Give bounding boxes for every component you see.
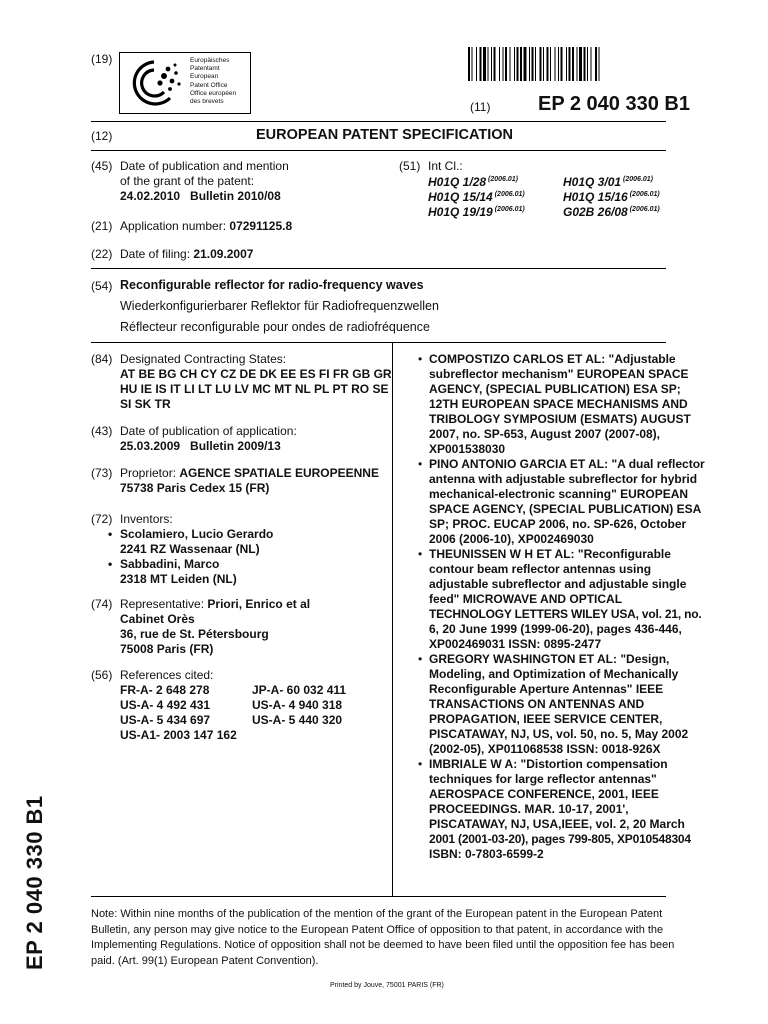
opposition-note (91, 907, 674, 969)
field-12-number: (12) (91, 129, 113, 143)
barcode-bar (514, 47, 515, 81)
note-line: Note: Within nine months of the publication of the mention of the grant of the European patent in the European Patent (91, 908, 663, 920)
barcode (468, 47, 664, 81)
states-line: HU IE IS IT LI LT LU LV MC MT NL PL PT RO SE (120, 382, 389, 396)
barcode-bar (532, 47, 534, 81)
references-left (120, 683, 260, 743)
field-19-number: (19) (91, 52, 113, 66)
barcode-bar (558, 47, 559, 81)
barcode-bar (584, 47, 586, 81)
barcode-bar (472, 47, 473, 81)
citation-line: techniques for large reflector antennas" (429, 772, 657, 786)
barcode-bar (517, 47, 519, 81)
ipc-code-text: H01Q 3/01 (563, 175, 622, 189)
label-line: Date of publication and mention (120, 159, 289, 173)
field-45-number: (45) (91, 159, 113, 173)
citation-line: PROCEEDINGS. MAR. 10-17, 2001', (429, 802, 629, 816)
application-number (120, 219, 292, 234)
office-name-line: Patent Office (190, 81, 228, 89)
field-21-number: (21) (91, 219, 113, 233)
citation-line: antenna with adjustable subreflector for hybrid (429, 472, 698, 486)
citation-line: PISCATAWAY, NJ, USA,IEEE, vol. 2, 20 March (429, 817, 685, 831)
ipc-code-text: H01Q 15/16 (563, 190, 628, 204)
office-names (190, 57, 236, 106)
citation-line: IMBRIALE W A: "Distortion compensation (429, 757, 668, 771)
reference: US-A1- 2003 147 162 (120, 728, 237, 742)
patent-number: EP 2 040 330 B1 (538, 93, 690, 115)
barcode-bar (561, 47, 563, 81)
representative-line: 36, rue de St. Pétersbourg (120, 627, 269, 641)
barcode-bar (577, 47, 578, 81)
citation-item: • THEUNISSEN W H ET AL: "Reconfigurable contour beam reflector antennas using adjustable subreflector and adjustable single feed" MICROWAVE AND OPTICAL TECHNOLOGY LETTERS WILEY USA, vol. 21, no. 6, 20 June 1999 (1999-06-20), pages 436-446, XP002469031 ISSN: 0895-2477 (418, 547, 702, 651)
field-73-number: (73) (91, 466, 113, 480)
label: Inventors: (120, 512, 173, 526)
citation-item: • COMPOSTIZO CARLOS ET AL: "Adjustable subreflector mechanism" EUROPEAN SPACE AGENCY, (SPECIAL PUBLICATION) ESA SP; 12TH EUROPEAN SPACE MECHANISMS AND TRIBOLOGY SYMPOSIUM (ESMATS) AUGUST 2007, no. SP-653, August 2007 (2007-08), XP001538030 (418, 352, 691, 456)
representative-line: 75008 Paris (FR) (120, 642, 214, 656)
reference: US-A- 4 940 318 (252, 698, 343, 712)
barcode-bar (480, 47, 482, 81)
field-43-number: (43) (91, 424, 113, 438)
note-line: Bulletin, any person may give notice to the European Patent Office of opposition to that patent, in accordance with the (91, 923, 664, 936)
citation-line: TRANSACTIONS ON ANTENNAS AND (429, 697, 645, 711)
label: Application number: (120, 219, 227, 233)
ipc-year: (2006.01) (494, 206, 525, 213)
barcode-bar (535, 47, 536, 81)
inventors (108, 512, 380, 587)
divider (91, 121, 666, 122)
field-51-number: (51) (399, 159, 421, 173)
ipc-year: (2006.01) (629, 206, 660, 213)
barcode-bar (555, 47, 556, 81)
barcode-bar (503, 47, 504, 81)
citation-line: PINO ANTONIO GARCIA ET AL: "A dual reflector (429, 457, 705, 471)
barcode-bar (572, 47, 574, 81)
ipc-code-text: H01Q 1/28 (428, 175, 487, 189)
citation-line: 2001 (2001-03-20), pages 799-805, XP010548304 (429, 832, 691, 846)
citation-line: mechanical-electronic scanning" EUROPEAN (429, 487, 689, 501)
label: Date of filing: (120, 247, 191, 261)
office-name-line: Patentamt (190, 65, 220, 73)
barcode-bar (569, 47, 571, 81)
references-right (252, 683, 382, 728)
references-cited-label: References cited: (120, 668, 214, 682)
publication-mention-label (120, 159, 289, 204)
field-84-number: (84) (91, 352, 113, 366)
reference: FR-A- 2 648 278 (120, 683, 210, 697)
divider (91, 268, 666, 269)
citation-item: • GREGORY WASHINGTON ET AL: "Design, Modeling, and Optimization of Mechanically Reconfigurable Aperture Antennas" IEEE TRANSACTIONS ON ANTENNAS AND PROPAGATION, IEEE SERVICE CENTER, PISCATAWAY, NJ, US, vol. 50, no. 5, May 2002 (2002-05), XP011068538 ISSN: 0018-926X (418, 652, 689, 756)
citation-line: contour beam reflector antennas using (429, 562, 652, 576)
citation-line: THEUNISSEN W H ET AL: "Reconfigurable (429, 547, 671, 561)
label: Proprietor: (120, 466, 177, 480)
states-line: AT BE BG CH CY CZ DE DK EE ES FI FR GB GR (120, 367, 392, 381)
citation-line: 6, 20 June 1999 (1999-06-20), pages 436-446, (429, 622, 682, 636)
title-english: Reconfigurable reflector for radio-frequency waves (120, 278, 424, 292)
barcode-bar (547, 47, 549, 81)
inventor-address: 2241 RZ Wassenaar (NL) (120, 542, 260, 556)
barcode-bar (483, 47, 486, 81)
label-line: of the grant of the patent: (120, 174, 255, 188)
barcode-bar (566, 47, 567, 81)
barcode-bar (524, 47, 527, 81)
value: 07291125.8 (229, 219, 293, 233)
document-title: EUROPEAN PATENT SPECIFICATION (256, 127, 513, 143)
inventor-name: Sabbadini, Marco (120, 557, 220, 571)
representative-line: Cabinet Orès (120, 612, 195, 626)
reference: US-A- 4 492 431 (120, 698, 211, 712)
proprietor-address: 75738 Paris Cedex 15 (FR) (120, 481, 270, 495)
ipc-year: (2006.01) (623, 176, 654, 183)
citation-line: SP; PROC. EUCAP 2006, no. SP-626, October (429, 517, 687, 531)
inventor-address: 2318 MT Leiden (NL) (120, 572, 237, 586)
reference: JP-A- 60 032 411 (252, 683, 347, 697)
office-name-line: European (190, 73, 219, 81)
citation-line: PROPAGATION, IEEE SERVICE CENTER, (429, 712, 663, 726)
field-54-number: (54) (91, 279, 113, 293)
field-11-number: (11) (470, 100, 491, 114)
states-line: SI SK TR (120, 397, 171, 411)
ipc-year: (2006.01) (494, 191, 525, 198)
barcode-bar (476, 47, 477, 81)
filing-date (120, 247, 253, 262)
office-name-line: Europäisches (190, 57, 230, 64)
title-german: Wiederkonfigurierbarer Reflektor für Radiofrequenzwellen (120, 299, 439, 313)
citation-line: GREGORY WASHINGTON ET AL: "Design, (429, 652, 670, 666)
field-72-number: (72) (91, 512, 113, 526)
designated-states (120, 352, 392, 412)
inventor: • Scolamiero, Lucio Gerardo (108, 527, 274, 541)
citation-line: TRIBOLOGY SYMPOSIUM (ESMATS) AUGUST (429, 412, 691, 426)
column-divider (392, 343, 393, 896)
barcode-bar (591, 47, 592, 81)
citation-line: Reconfigurable Aperture Antennas" IEEE (429, 682, 664, 696)
value: 25.03.2009 Bulletin 2009/13 (120, 439, 281, 453)
citation-line: PISCATAWAY, NJ, US, vol. 50, no. 5, May 2002 (429, 727, 689, 741)
grant-date-bulletin: 24.02.2010 Bulletin 2010/08 (120, 189, 281, 203)
field-22-number: (22) (91, 247, 113, 261)
citation-line: Modeling, and Optimization of Mechanically (429, 667, 679, 681)
barcode-bar (520, 47, 522, 81)
citations-list (418, 352, 705, 862)
barcode-bar (540, 47, 542, 81)
label: Representative: (120, 597, 205, 611)
office-name-line: Office européen (190, 89, 237, 97)
proprietor (120, 466, 379, 496)
citation-line: 2006 (2006-10), XP002469030 (429, 532, 594, 546)
label: Date of publication of application: (120, 424, 297, 438)
citation-line: adjustable subreflector and adjustable single (429, 577, 687, 591)
title-french: Réflecteur reconfigurable pour ondes de radiofréquence (120, 320, 430, 334)
note-line: Implementing Regulations. Notice of opposition shall not be deemed to have been filed until the opposition fee has been (91, 939, 675, 951)
ipc-code (563, 202, 660, 220)
citation-item: • PINO ANTONIO GARCIA ET AL: "A dual reflector antenna with adjustable subreflector for hybrid mechanical-electronic scanning" EUROPEAN SPACE AGENCY, (SPECIAL PUBLICATION) ESA SP; PROC. EUCAP 2006, no. SP-626, October 2006 (2006-10), XP002469030 (418, 457, 705, 546)
divider (91, 896, 666, 897)
divider (91, 342, 666, 343)
citation-line: feed" MICROWAVE AND OPTICAL (429, 592, 623, 606)
barcode-bar (468, 47, 470, 81)
representative (120, 597, 310, 657)
label: Designated Contracting States: (120, 352, 287, 366)
divider (91, 150, 666, 151)
ipc-year: (2006.01) (629, 191, 660, 198)
citation-line: (2002-05), XP011068538 ISSN: 0018-926X (429, 742, 661, 756)
citation-line: AEROSPACE CONFERENCE, 2001, IEEE (429, 787, 659, 801)
barcode-bar (595, 47, 597, 81)
barcode-bar (529, 47, 530, 81)
barcode-bar (543, 47, 544, 81)
office-name-line: des brevets (190, 98, 224, 106)
citation-line: TECHNOLOGY LETTERS WILEY USA, vol. 21, no. (429, 607, 702, 621)
reference: US-A- 5 434 697 (120, 713, 211, 727)
citation-line: AGENCY, (SPECIAL PUBLICATION) ESA SP; (429, 382, 681, 396)
representative-name: Priori, Enrico et al (207, 597, 311, 611)
barcode-bar (579, 47, 582, 81)
barcode-bar (491, 47, 492, 81)
barcode-bar (488, 47, 489, 81)
proprietor-name: AGENCE SPATIALE EUROPEENNE (179, 466, 379, 480)
inventor: • Sabbadini, Marco (108, 557, 220, 571)
ipc-code-text: H01Q 15/14 (428, 190, 493, 204)
citation-line: XP002469031 ISSN: 0895-2477 (429, 637, 602, 651)
citation-line: subreflector mechanism" EUROPEAN SPACE (429, 367, 689, 381)
citation-line: XP001538030 (429, 442, 506, 456)
inventor-name: Scolamiero, Lucio Gerardo (120, 527, 274, 541)
printer-line: Printed by Jouve, 75001 PARIS (FR) (330, 982, 444, 989)
value: 21.09.2007 (193, 247, 254, 261)
barcode-bar (550, 47, 551, 81)
citation-line: ISBN: 0-7803-6599-2 (429, 847, 544, 861)
barcode-bar (510, 47, 511, 81)
spine-patent-number: EP 2 040 330 B1 (22, 795, 47, 970)
note-line: paid. (Art. 99(1) European Patent Convention). (91, 954, 319, 967)
barcode-bar (587, 47, 588, 81)
citation-line: 12TH EUROPEAN SPACE MECHANISMS AND (429, 397, 688, 411)
citation-line: SPACE AGENCY, (SPECIAL PUBLICATION) ESA (429, 502, 702, 516)
field-74-number: (74) (91, 597, 113, 611)
barcode-bar (499, 47, 500, 81)
epo-emblem-icon (124, 54, 188, 112)
application-publication (120, 424, 297, 454)
barcode-bar (599, 47, 600, 81)
int-cl-label: Int Cl.: (428, 159, 463, 173)
ipc-code-text: H01Q 19/19 (428, 205, 493, 219)
ipc-year: (2006.01) (488, 176, 519, 183)
citation-item: • IMBRIALE W A: "Distortion compensation techniques for large reflector antennas" AEROSPACE CONFERENCE, 2001, IEEE PROCEEDINGS. MAR. 10-17, 2001', PISCATAWAY, NJ, USA,IEEE, vol. 2, 20 March 2001 (2001-03-20), pages 799-805, XP010548304 ISBN: 0-7803-6599-2 (418, 757, 691, 861)
field-56-number: (56) (91, 668, 113, 682)
epo-logo (119, 52, 251, 114)
ipc-code (428, 202, 525, 220)
barcode-bar (494, 47, 496, 81)
reference: US-A- 5 440 320 (252, 713, 343, 727)
ipc-code-text: G02B 26/08 (563, 205, 628, 219)
citation-line: COMPOSTIZO CARLOS ET AL: "Adjustable (429, 352, 676, 366)
barcode-bar (505, 47, 507, 81)
citation-line: 2007, no. SP-653, August 2007 (2007-08), (429, 427, 660, 441)
